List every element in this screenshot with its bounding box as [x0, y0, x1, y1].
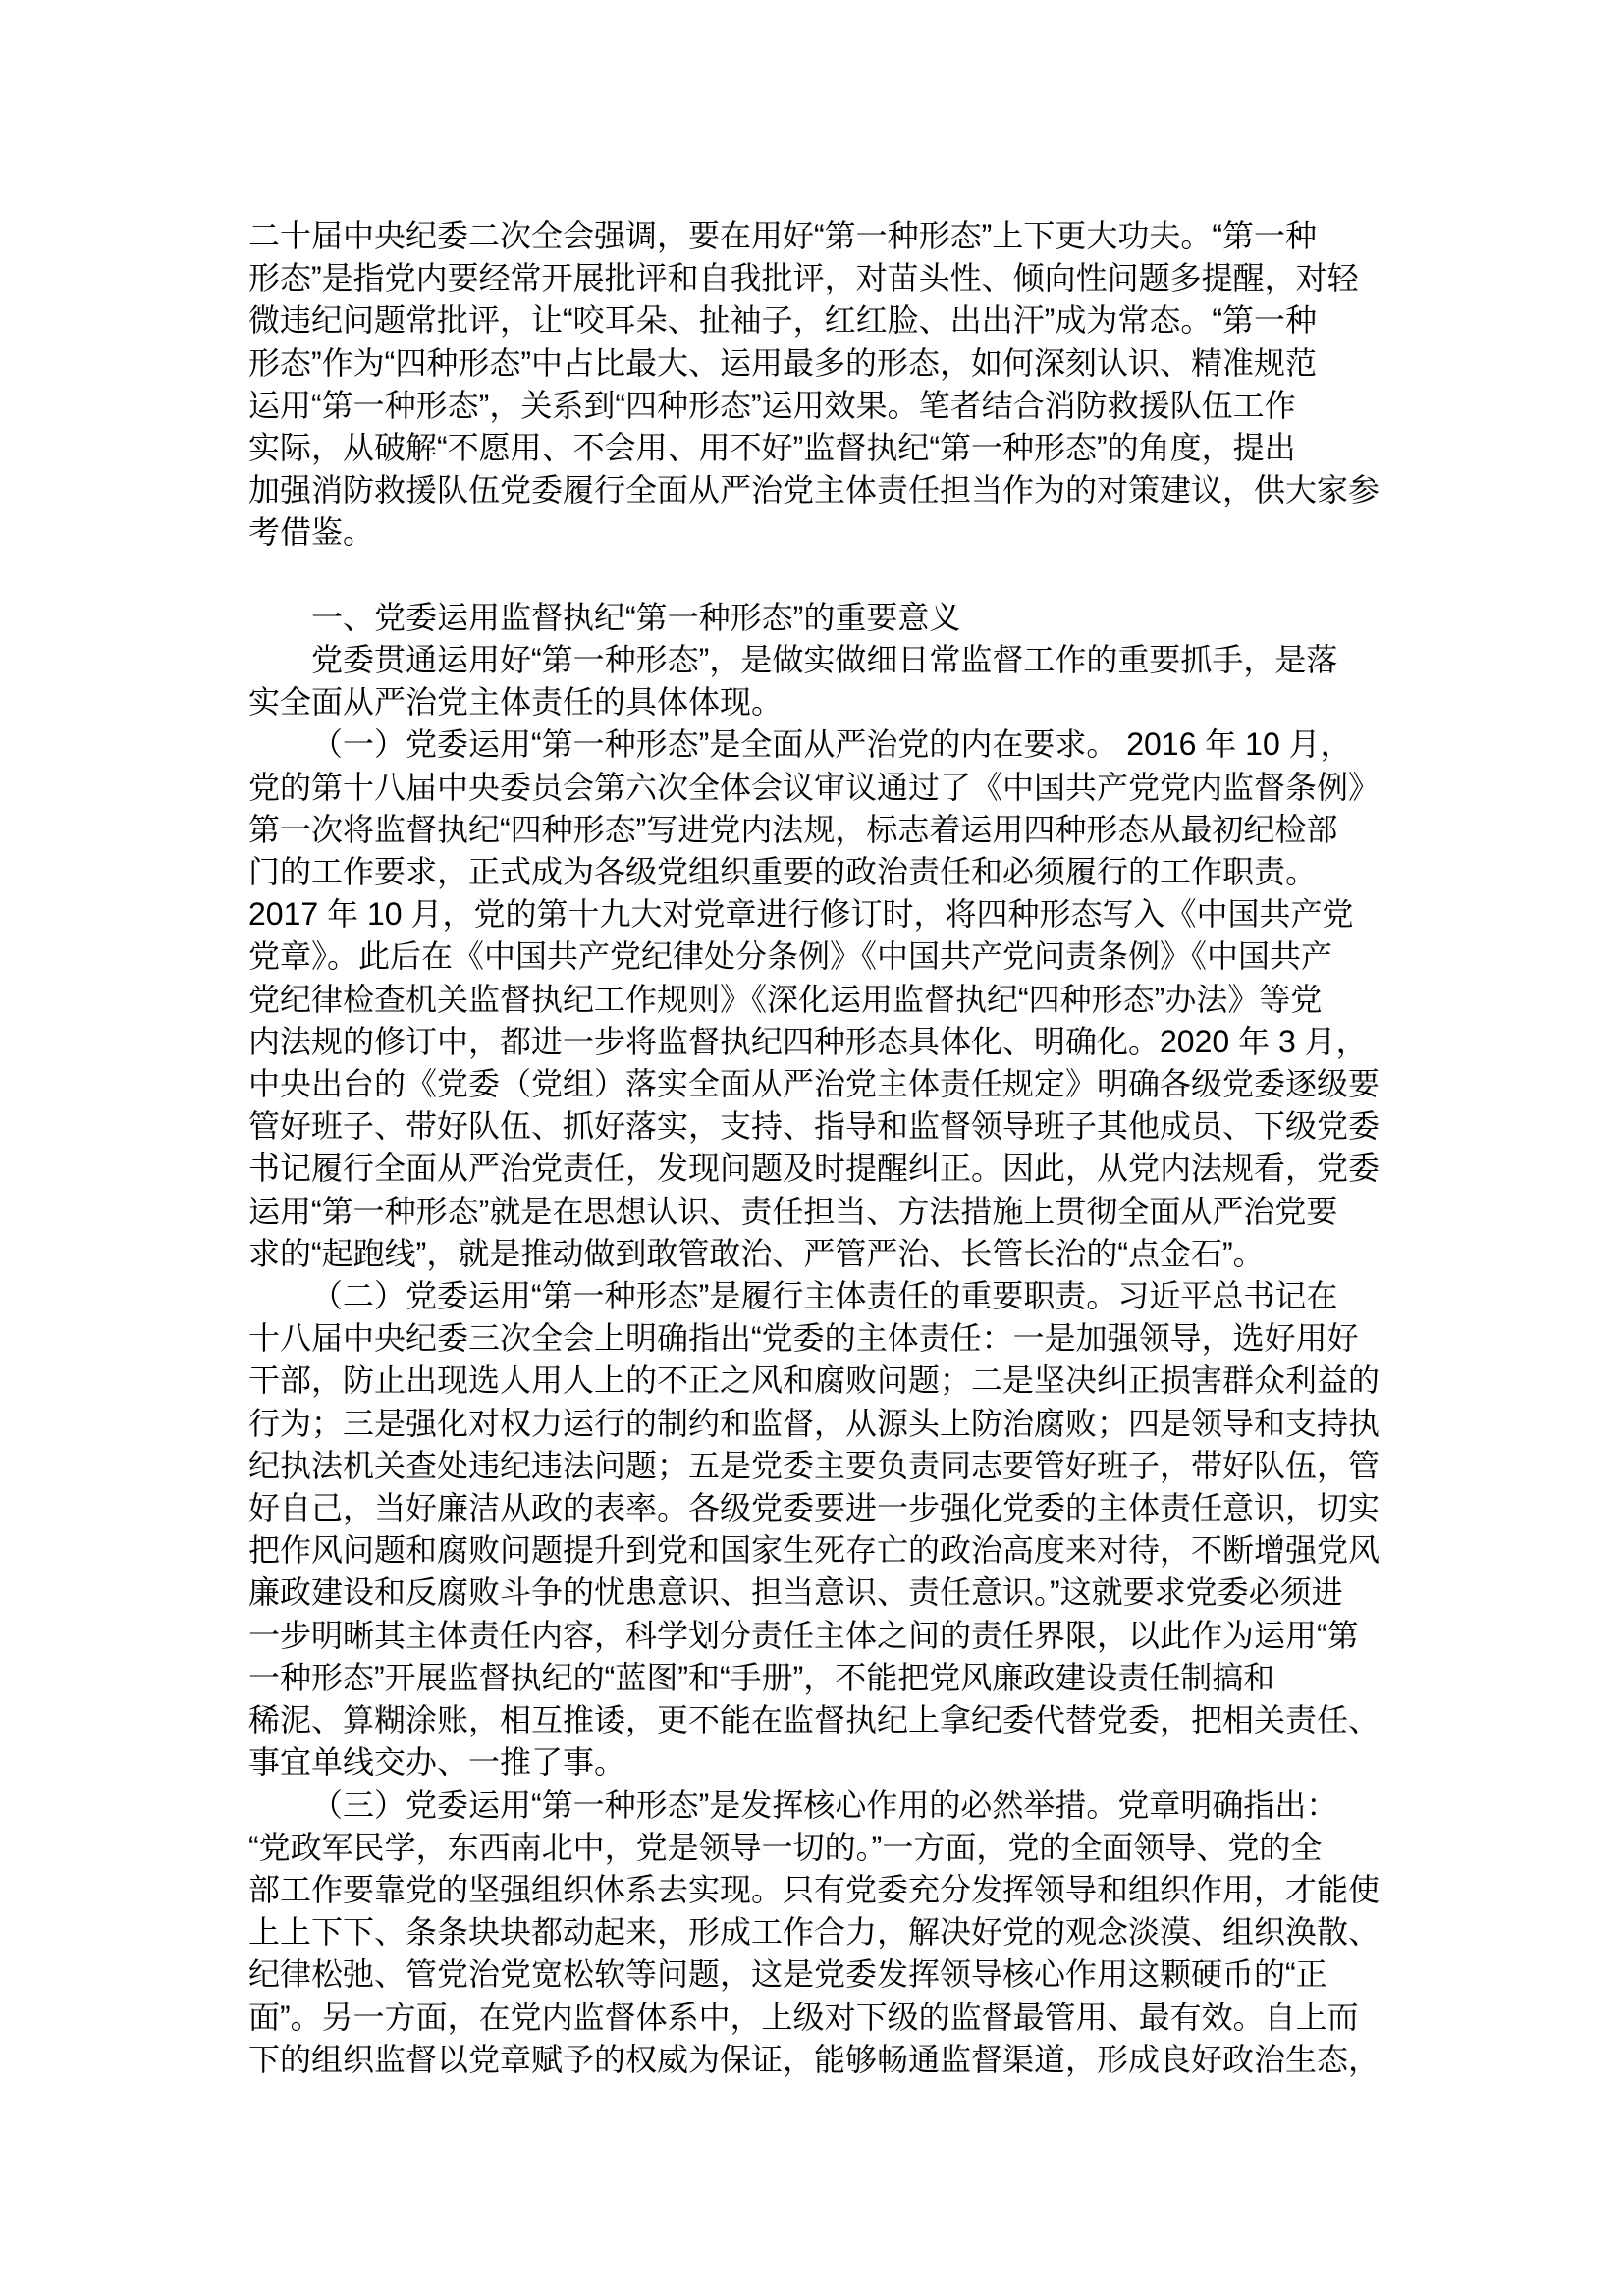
text-line: 加强消防救援队伍党委履行全面从严治党主体责任担当作为的对策建议，供大家参: [248, 472, 1380, 508]
section-1-heading: [248, 597, 1585, 639]
text-line: 好自己，当好廉洁从政的表率。各级党委要进一步强化党委的主体责任意识，切实: [248, 1490, 1380, 1526]
text-line: 考借鉴。: [248, 514, 375, 551]
text-line: 部工作要靠党的坚强组织体系去实现。只有党委充分发挥领导和组织作用，才能使: [248, 1871, 1380, 1907]
text-line: （三）党委运用“第一种形态”是发挥核心作用的必然举措。党章明确指出：: [311, 1787, 1338, 1823]
intro-paragraph: [248, 215, 1585, 555]
text-line: 书记履行全面从严治党责任，发现问题及时提醒纠正。因此，从党内法规看，党委: [248, 1150, 1380, 1187]
text-line: 纪律松弛、管党治党宽松软等问题，这是党委发挥领导核心作用这颗硬币的“正: [248, 1956, 1327, 1993]
text-line: 稀泥、算糊涂账，相互推诿，更不能在监督执纪上拿纪委代替党委，把相关责任、: [248, 1702, 1380, 1738]
text-line: 门的工作要求，正式成为各级党组织重要的政治责任和必须履行的工作职责。: [248, 854, 1318, 890]
text-line: 第一次将监督执纪“四种形态”写进党内法规，标志着运用四种形态从最初纪检部: [248, 811, 1338, 847]
text-line: 党委贯通运用好“第一种形态”，是做实做细日常监督工作的重要抓手，是落: [311, 642, 1338, 678]
text-line: 二十届中央纪委二次全会强调，要在用好“第一种形态”上下更大功夫。“第一种: [248, 218, 1317, 253]
text-line: （一）党委运用“第一种形态”是全面从严治党的内在要求。 2016 年 10 月，: [311, 726, 1352, 763]
text-line: 党章》。此后在《中国共产党纪律处分条例》《中国共产党问责条例》《中国共产: [248, 938, 1333, 975]
text-line: 管好班子、带好队伍、抓好落实，支持、指导和监督领导班子其他成员、下级党委: [248, 1108, 1380, 1145]
text-line: “党政军民学，东西南北中，党是领导一切的。”一方面，党的全面领导、党的全: [248, 1829, 1323, 1865]
text-line: 求的“起跑线”，就是推动做到敢管敢治、严管严治、长管长治的“点金石”。: [248, 1235, 1265, 1271]
text-line: 干部，防止出现选人用人上的不正之风和腐败问题；二是坚决纠正损害群众利益的: [248, 1362, 1380, 1399]
subsection-2-paragraph: [248, 1275, 1585, 1784]
text-line: 廉政建设和反腐败斗争的忧患意识、担当意识、责任意识。”这就要求党委必须进: [248, 1575, 1343, 1611]
text-line: 内法规的修订中，都进一步将监督执纪四种形态具体化、明确化。2020 年 3 月，: [248, 1023, 1368, 1059]
text-line: 一、党委运用监督执纪“第一种形态”的重要意义: [311, 599, 961, 635]
text-line: 纪执法机关查处违纪违法问题；五是党委主要负责同志要管好班子，带好队伍，管: [248, 1447, 1380, 1483]
text-line: 实全面从严治党主体责任的具体体现。: [248, 684, 784, 721]
subsection-1-paragraph: [248, 723, 1585, 1275]
text-line: 事宜单线交办、一推了事。: [248, 1744, 626, 1781]
text-line: 运用“第一种形态”，关系到“四种形态”运用效果。笔者结合消防救援队伍工作: [248, 387, 1296, 423]
text-line: 下的组织监督以党章赋予的权威为保证，能够畅通监督渠道，形成良好政治生态，: [248, 2041, 1380, 2077]
text-line: 中央出台的《党委（党组）落实全面从严治党主体责任规定》明确各级党委逐级要: [248, 1066, 1380, 1102]
text-line: 党纪律检查机关监督执纪工作规则》《深化运用监督执纪“四种形态”办法》等党: [248, 981, 1323, 1017]
text-line: 十八届中央纪委三次全会上明确指出“党委的主体责任：一是加强领导，选好用好: [248, 1320, 1359, 1357]
text-line: （二）党委运用“第一种形态”是履行主体责任的重要职责。习近平总书记在: [311, 1278, 1338, 1314]
text-line: 形态”作为“四种形态”中占比最大、运用最多的形态，如何深刻认识、精准规范: [248, 345, 1317, 381]
text-line: 形态”是指党内要经常开展批评和自我批评，对苗头性、倾向性问题多提醒，对轻: [248, 260, 1359, 296]
subsection-3-paragraph: [248, 1785, 1585, 2081]
text-line: 运用“第一种形态”就是在思想认识、责任担当、方法措施上贯彻全面从严治党要: [248, 1193, 1338, 1229]
section-1-lead-paragraph: [248, 639, 1585, 723]
text-line: 把作风问题和腐败问题提升到党和国家生死存亡的政治高度来对待，不断增强党风: [248, 1532, 1380, 1569]
text-line: 上上下下、条条块块都动起来，形成工作合力，解决好党的观念淡漠、组织涣散、: [248, 1914, 1380, 1950]
text-line: 面”。另一方面，在党内监督体系中，上级对下级的监督最管用、最有效。自上而: [248, 1999, 1359, 2035]
text-line: 行为；三是强化对权力运行的制约和监督，从源头上防治腐败；四是领导和支持执: [248, 1405, 1380, 1441]
text-line: 一种形态”开展监督执纪的“蓝图”和“手册”，不能把党风廉政建设责任制搞和: [248, 1659, 1275, 1695]
text-line: 微违纪问题常批评，让“咬耳朵、扯袖子，红红脸、出出汗”成为常态。“第一种: [248, 302, 1317, 339]
text-line: 党的第十八届中央委员会第六次全体会议审议通过了《中国共产党党内监督条例》: [248, 769, 1380, 805]
text-line: 实际，从破解“不愿用、不会用、用不好”监督执纪“第一种形态”的角度，提出: [248, 430, 1296, 466]
text-line: 2017 年 10 月，党的第十九大对党章进行修订时，将四种形态写入《中国共产党: [248, 896, 1354, 933]
text-line: 一步明晰其主体责任内容，科学划分责任主体之间的责任界限，以此作为运用“第: [248, 1617, 1359, 1653]
